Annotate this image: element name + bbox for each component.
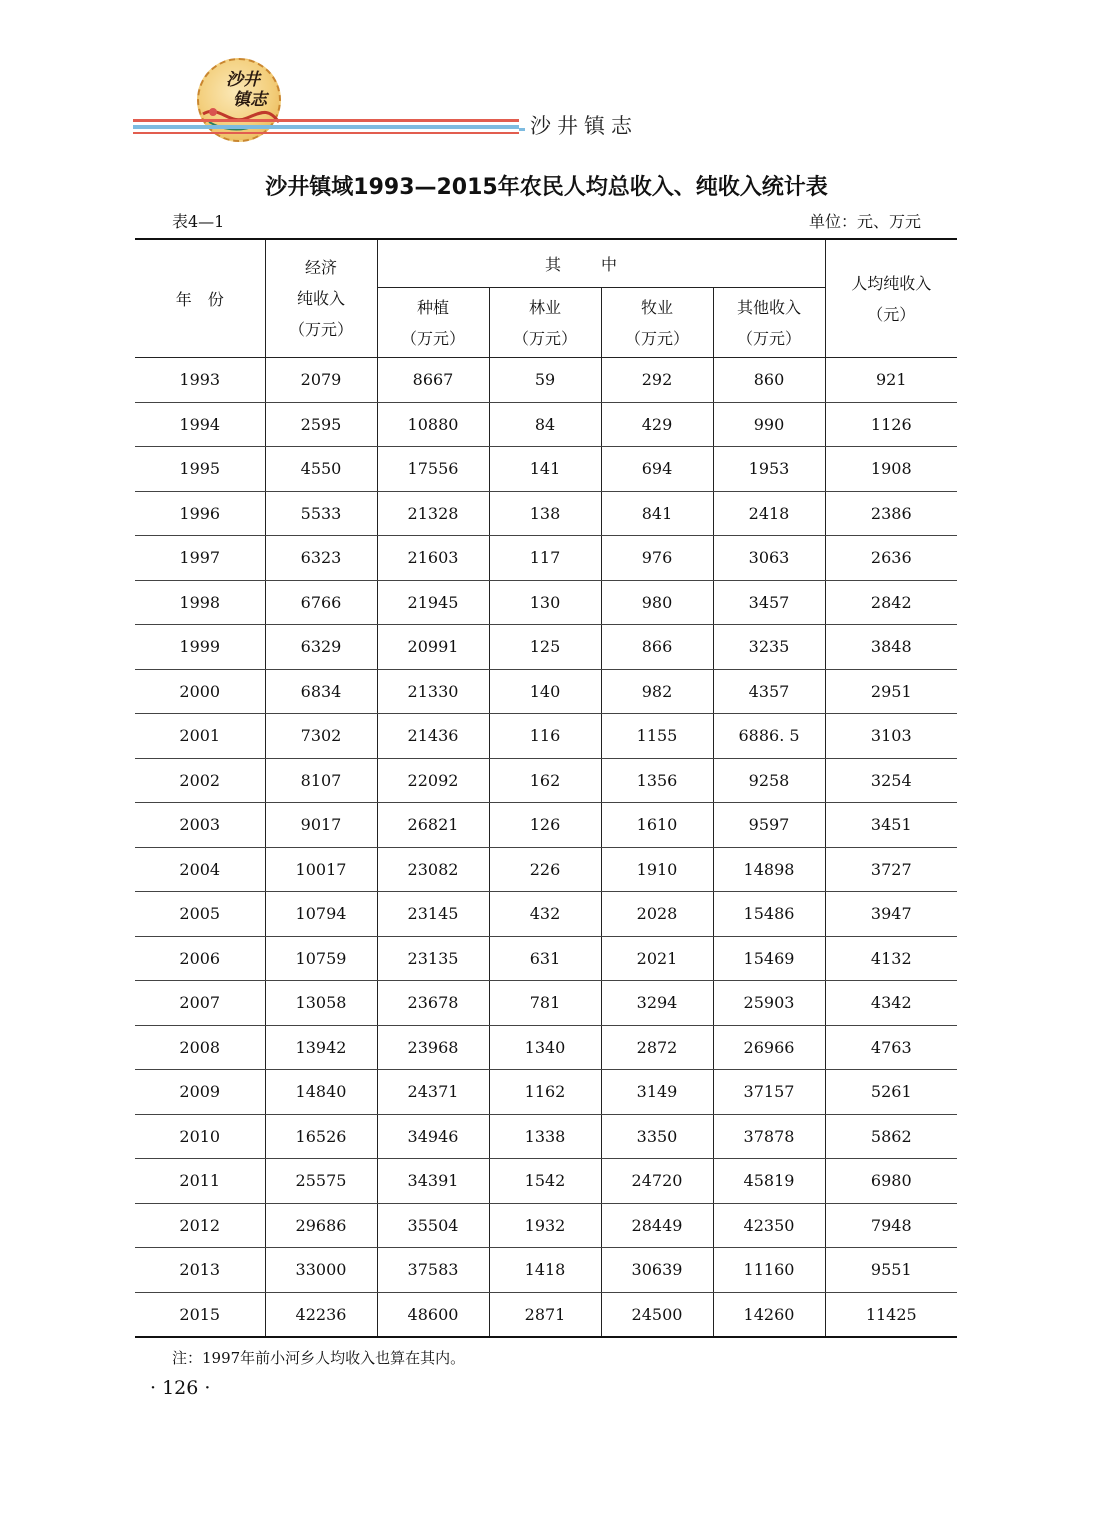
table-cell: 9551 (825, 1248, 957, 1293)
table-cell: 860 (713, 358, 825, 403)
table-cell: 8107 (265, 758, 377, 803)
table-cell: 3294 (601, 981, 713, 1026)
table-cell: 2079 (265, 358, 377, 403)
table-row (135, 714, 957, 759)
table-cell: 1932 (489, 1203, 601, 1248)
table-cell: 13942 (265, 1025, 377, 1070)
table-cell: 14840 (265, 1070, 377, 1115)
table-cell: 2011 (135, 1159, 265, 1204)
income-stats-table (135, 238, 957, 1338)
table-cell: 117 (489, 536, 601, 581)
table-cell: 1356 (601, 758, 713, 803)
table-cell: 130 (489, 580, 601, 625)
table-cell: 15469 (713, 936, 825, 981)
table-row (135, 1203, 957, 1248)
table-cell: 4550 (265, 447, 377, 492)
table-row (135, 358, 957, 403)
table-cell: 3103 (825, 714, 957, 759)
table-cell: 2021 (601, 936, 713, 981)
table-cell: 22092 (377, 758, 489, 803)
table-cell: 84 (489, 402, 601, 447)
table-cell: 2872 (601, 1025, 713, 1070)
table-row (135, 1114, 957, 1159)
table-cell: 28449 (601, 1203, 713, 1248)
table-cell: 1542 (489, 1159, 601, 1204)
table-cell: 126 (489, 803, 601, 848)
table-cell: 13058 (265, 981, 377, 1026)
table-cell: 8667 (377, 358, 489, 403)
table-cell: 1418 (489, 1248, 601, 1293)
table-cell: 10017 (265, 847, 377, 892)
table-cell: 2002 (135, 758, 265, 803)
table-cell: 14260 (713, 1292, 825, 1337)
table-cell: 6323 (265, 536, 377, 581)
table-cell: 23082 (377, 847, 489, 892)
table-cell: 6834 (265, 669, 377, 714)
table-cell: 1993 (135, 358, 265, 403)
table-cell: 2871 (489, 1292, 601, 1337)
table-cell: 45819 (713, 1159, 825, 1204)
table-cell: 980 (601, 580, 713, 625)
header-net-income: 经济 纯收入 （万元） (265, 239, 377, 358)
table-cell: 125 (489, 625, 601, 670)
table-cell: 990 (713, 402, 825, 447)
table-cell: 1953 (713, 447, 825, 492)
table-row (135, 580, 957, 625)
table-row (135, 1159, 957, 1204)
table-note: 注：1997年前小河乡人均收入也算在其内。 (172, 1349, 466, 1367)
table-cell: 34946 (377, 1114, 489, 1159)
table-cell: 3727 (825, 847, 957, 892)
table-cell: 1995 (135, 447, 265, 492)
table-cell: 23968 (377, 1025, 489, 1070)
table-cell: 21328 (377, 491, 489, 536)
table-cell: 23145 (377, 892, 489, 937)
table-cell: 292 (601, 358, 713, 403)
table-cell: 37878 (713, 1114, 825, 1159)
table-row (135, 625, 957, 670)
table-cell: 2012 (135, 1203, 265, 1248)
table-cell: 2636 (825, 536, 957, 581)
header-planting: 种植 （万元） (377, 288, 489, 358)
table-cell: 11160 (713, 1248, 825, 1293)
table-row (135, 758, 957, 803)
table-cell: 1162 (489, 1070, 601, 1115)
unit-label: 单位：元、万元 (808, 212, 921, 231)
table-cell: 1908 (825, 447, 957, 492)
header-title: 沙井镇志 (530, 114, 638, 138)
table-cell: 6886. 5 (713, 714, 825, 759)
table-cell: 5862 (825, 1114, 957, 1159)
table-cell: 21436 (377, 714, 489, 759)
table-cell: 2013 (135, 1248, 265, 1293)
table-cell: 3451 (825, 803, 957, 848)
table-cell: 48600 (377, 1292, 489, 1337)
header-per-capita: 人均纯收入 （元） (825, 239, 957, 358)
table-cell: 429 (601, 402, 713, 447)
header-forestry: 林业 （万元） (489, 288, 601, 358)
table-row (135, 491, 957, 536)
header-rule-blue-tick (519, 128, 525, 131)
table-cell: 1994 (135, 402, 265, 447)
table-cell: 25575 (265, 1159, 377, 1204)
table-cell: 2009 (135, 1070, 265, 1115)
table-cell: 1998 (135, 580, 265, 625)
table-cell: 3063 (713, 536, 825, 581)
table-cell: 2842 (825, 580, 957, 625)
table-cell: 3235 (713, 625, 825, 670)
table-row (135, 1292, 957, 1337)
table-cell: 7948 (825, 1203, 957, 1248)
header-rule-red (133, 119, 519, 122)
table-row (135, 1025, 957, 1070)
table-cell: 2006 (135, 936, 265, 981)
table-cell: 2010 (135, 1114, 265, 1159)
table-cell: 2004 (135, 847, 265, 892)
table-cell: 4357 (713, 669, 825, 714)
header-year: 年 份 (135, 239, 265, 358)
table-cell: 2005 (135, 892, 265, 937)
table-row (135, 447, 957, 492)
table-cell: 432 (489, 892, 601, 937)
table-cell: 6980 (825, 1159, 957, 1204)
table-row (135, 669, 957, 714)
table-cell: 24500 (601, 1292, 713, 1337)
table-cell: 2008 (135, 1025, 265, 1070)
table-cell: 9017 (265, 803, 377, 848)
table-cell: 3848 (825, 625, 957, 670)
table-cell: 23678 (377, 981, 489, 1026)
header-husbandry: 牧业 （万元） (601, 288, 713, 358)
table-cell: 2951 (825, 669, 957, 714)
table-cell: 2007 (135, 981, 265, 1026)
table-cell: 42236 (265, 1292, 377, 1337)
table-cell: 33000 (265, 1248, 377, 1293)
table-cell: 2595 (265, 402, 377, 447)
table-cell: 26821 (377, 803, 489, 848)
table-cell: 2418 (713, 491, 825, 536)
table-cell: 1997 (135, 536, 265, 581)
table-cell: 29686 (265, 1203, 377, 1248)
table-cell: 34391 (377, 1159, 489, 1204)
table-row (135, 1248, 957, 1293)
table-number: 表4—1 (172, 212, 225, 231)
table-cell: 631 (489, 936, 601, 981)
table-cell: 37157 (713, 1070, 825, 1115)
table-cell: 141 (489, 447, 601, 492)
table-cell: 14898 (713, 847, 825, 892)
table-cell: 162 (489, 758, 601, 803)
table-cell: 59 (489, 358, 601, 403)
table-row (135, 847, 957, 892)
table-cell: 10794 (265, 892, 377, 937)
table-cell: 841 (601, 491, 713, 536)
table-cell: 15486 (713, 892, 825, 937)
table-cell: 3350 (601, 1114, 713, 1159)
table-row (135, 936, 957, 981)
table-cell: 16526 (265, 1114, 377, 1159)
table-cell: 9597 (713, 803, 825, 848)
table-row (135, 1070, 957, 1115)
table-cell: 2000 (135, 669, 265, 714)
table-cell: 2003 (135, 803, 265, 848)
table-cell: 5261 (825, 1070, 957, 1115)
table-cell: 1910 (601, 847, 713, 892)
table-cell: 976 (601, 536, 713, 581)
table-cell: 7302 (265, 714, 377, 759)
document-title: 沙井镇域1993—2015年农民人均总收入、纯收入统计表 (265, 175, 828, 200)
table-cell: 30639 (601, 1248, 713, 1293)
table-cell: 1126 (825, 402, 957, 447)
table-body (135, 358, 957, 1338)
table-cell: 3254 (825, 758, 957, 803)
table-cell: 21330 (377, 669, 489, 714)
table-cell: 23135 (377, 936, 489, 981)
table-cell: 17556 (377, 447, 489, 492)
table-cell: 21945 (377, 580, 489, 625)
seal-line-1: 沙井 (226, 70, 260, 90)
table-cell: 26966 (713, 1025, 825, 1070)
table-cell: 921 (825, 358, 957, 403)
logo-seal-icon (197, 58, 281, 142)
header-other-income: 其他收入 （万元） (713, 288, 825, 358)
table-cell: 866 (601, 625, 713, 670)
table-cell: 138 (489, 491, 601, 536)
table-row (135, 536, 957, 581)
page-header (0, 0, 1093, 150)
table-cell: 982 (601, 669, 713, 714)
table-cell: 1340 (489, 1025, 601, 1070)
table-cell: 9258 (713, 758, 825, 803)
table-cell: 2001 (135, 714, 265, 759)
table-cell: 4132 (825, 936, 957, 981)
table-cell: 42350 (713, 1203, 825, 1248)
table-cell: 781 (489, 981, 601, 1026)
table-cell: 24720 (601, 1159, 713, 1204)
table-cell: 2015 (135, 1292, 265, 1337)
table-cell: 20991 (377, 625, 489, 670)
table-cell: 6766 (265, 580, 377, 625)
table-cell: 2386 (825, 491, 957, 536)
table-cell: 3457 (713, 580, 825, 625)
header-rule-blue (133, 125, 519, 129)
seal-line-2: 镇志 (233, 90, 267, 110)
table-cell: 1155 (601, 714, 713, 759)
table-row (135, 892, 957, 937)
table-cell: 21603 (377, 536, 489, 581)
table-cell: 694 (601, 447, 713, 492)
table-cell: 226 (489, 847, 601, 892)
table-cell: 140 (489, 669, 601, 714)
table-cell: 37583 (377, 1248, 489, 1293)
table-cell: 3149 (601, 1070, 713, 1115)
header-rule-red-thin (133, 132, 519, 134)
table-cell: 3947 (825, 892, 957, 937)
table-cell: 10759 (265, 936, 377, 981)
table-row (135, 803, 957, 848)
page-number: · 126 · (150, 1377, 211, 1399)
table-cell: 5533 (265, 491, 377, 536)
table-cell: 1996 (135, 491, 265, 536)
table-cell: 1610 (601, 803, 713, 848)
table-cell: 24371 (377, 1070, 489, 1115)
table-cell: 1999 (135, 625, 265, 670)
table-cell: 1338 (489, 1114, 601, 1159)
table-cell: 4342 (825, 981, 957, 1026)
table-cell: 11425 (825, 1292, 957, 1337)
table-cell: 35504 (377, 1203, 489, 1248)
table-cell: 10880 (377, 402, 489, 447)
table-cell: 4763 (825, 1025, 957, 1070)
table-cell: 6329 (265, 625, 377, 670)
table-row (135, 402, 957, 447)
table-cell: 25903 (713, 981, 825, 1026)
table-cell: 2028 (601, 892, 713, 937)
table-cell: 116 (489, 714, 601, 759)
header-group-of-which: 其中 (377, 239, 825, 288)
table-row (135, 981, 957, 1026)
